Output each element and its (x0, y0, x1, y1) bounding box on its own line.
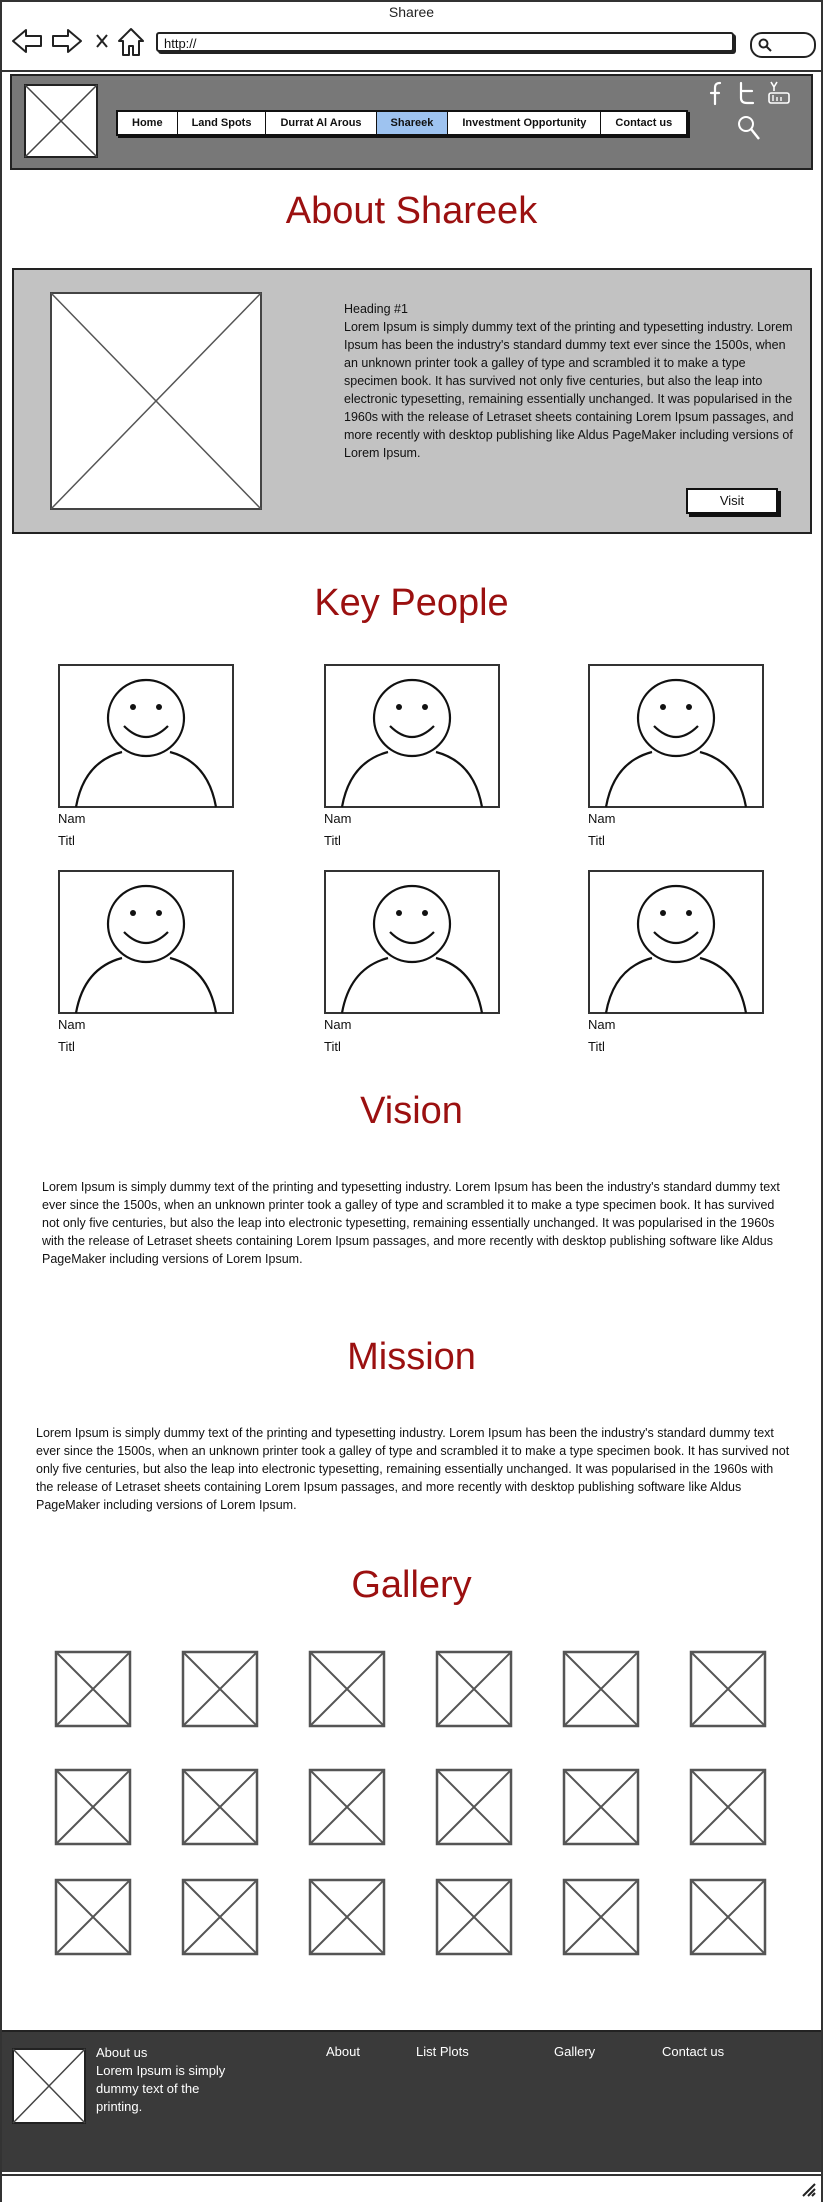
person-avatar (324, 870, 500, 1014)
person-avatar (324, 664, 500, 808)
gallery-image-placeholder[interactable] (308, 1768, 386, 1846)
person-name: Nam (58, 1017, 86, 1032)
search-icon[interactable] (736, 114, 762, 142)
gallery-image-placeholder[interactable] (308, 1878, 386, 1956)
browser-status-bar (2, 2174, 821, 2202)
person-name: Nam (58, 811, 86, 826)
vision-text: Lorem Ipsum is simply dummy text of the printing and typesetting industry. Lorem Ipsum has been the industry's standard dummy text ever since the 1500s, when an unknown printer took a galley of type and scrambled it to make a type specimen book. It has survived not only five centuries, but also the leap into electronic typesetting, remaining essentially unchanged. It was popularised in the 1960s with the release of Letraset sheets containing Lorem Ipsum passages, and more recently with desktop publishing software like Aldus PageMaker including versions of Lorem Ipsum. (42, 1180, 780, 1266)
gallery-image-placeholder[interactable] (689, 1768, 767, 1846)
home-icon[interactable] (116, 26, 146, 58)
person-card (58, 870, 234, 1058)
gallery-image-placeholder[interactable] (562, 1650, 640, 1728)
gallery-image-placeholder[interactable] (562, 1768, 640, 1846)
url-input[interactable]: http:// (156, 32, 734, 52)
about-body: Lorem Ipsum is simply dummy text of the printing and typesetting industry. Lorem Ipsum has been the industry's standard dummy text ever since the 1500s, when an unknown printer took a galley of type and scrambled it to make a type specimen book. It has survived not only five centuries, but also the leap into electronic typesetting, remaining essentially unchanged. It was popularised in the 1960s with the release of Letraset sheets containing Lorem Ipsum passages, and more recently with desktop publishing like Aldus PageMaker including versions of Lorem Ipsum. (344, 320, 794, 460)
footer-link-contact-us[interactable]: Contact us (662, 2044, 725, 2059)
gallery-image-placeholder[interactable] (435, 1650, 513, 1728)
person-avatar (58, 664, 234, 808)
person-card (324, 664, 500, 852)
gallery-image-placeholder[interactable] (689, 1650, 767, 1728)
menu-item-land-spots[interactable]: Land Spots (178, 112, 267, 134)
gallery-title: Gallery (351, 1564, 472, 1606)
person-card (58, 664, 234, 852)
mission-title: Mission (347, 1336, 476, 1378)
gallery-image-placeholder[interactable] (562, 1878, 640, 1956)
footer-link-gallery[interactable]: Gallery (554, 2044, 596, 2059)
logo-placeholder[interactable] (24, 84, 98, 158)
site-header (10, 74, 813, 170)
about-image-placeholder (50, 292, 262, 510)
gallery-image-placeholder[interactable] (54, 1650, 132, 1728)
gallery-image-placeholder[interactable] (54, 1878, 132, 1956)
youtube-icon[interactable] (766, 80, 792, 106)
menu-item-home[interactable]: Home (118, 112, 178, 134)
person-title: Titl (588, 1039, 605, 1054)
twitter-icon[interactable] (734, 80, 758, 106)
person-card (324, 870, 500, 1058)
person-title: Titl (588, 833, 605, 848)
vision-title: Vision (360, 1090, 463, 1132)
resize-grip-icon[interactable] (799, 2180, 817, 2198)
person-avatar (588, 870, 764, 1014)
person-avatar (58, 870, 234, 1014)
person-title: Titl (58, 1039, 75, 1054)
visit-button[interactable]: Visit (686, 488, 778, 514)
about-title: About Shareek (285, 190, 538, 232)
person-name: Nam (324, 1017, 352, 1032)
person-name: Nam (324, 811, 352, 826)
key-people-title: Key People (314, 582, 509, 624)
footer-about-title: About us (96, 2045, 148, 2060)
gallery-image-placeholder[interactable] (54, 1768, 132, 1846)
menu-item-investment-opportunity[interactable]: Investment Opportunity (448, 112, 601, 134)
gallery-image-placeholder[interactable] (689, 1878, 767, 1956)
window-title: Sharee (388, 4, 435, 20)
footer-link-about[interactable]: About (326, 2044, 360, 2059)
person-name: Nam (588, 811, 616, 826)
main-menu (116, 110, 688, 136)
footer-link-list-plots[interactable]: List Plots (416, 2044, 469, 2059)
gallery-image-placeholder[interactable] (308, 1650, 386, 1728)
person-name: Nam (588, 1017, 616, 1032)
gallery-image-placeholder[interactable] (435, 1878, 513, 1956)
person-title: Titl (324, 833, 341, 848)
about-content (344, 300, 796, 462)
about-section (12, 268, 812, 534)
menu-item-shareek[interactable]: Shareek (377, 112, 449, 134)
gallery-image-placeholder[interactable] (181, 1878, 259, 1956)
person-avatar (588, 664, 764, 808)
facebook-icon[interactable] (702, 80, 724, 106)
gallery-image-placeholder[interactable] (181, 1768, 259, 1846)
close-icon[interactable] (94, 30, 110, 50)
menu-item-contact-us[interactable]: Contact us (615, 117, 673, 129)
gallery-image-placeholder[interactable] (435, 1768, 513, 1846)
forward-arrow-icon[interactable] (50, 26, 84, 56)
footer-about (96, 2044, 246, 2116)
mission-text: Lorem Ipsum is simply dummy text of the printing and typesetting industry. Lorem Ipsum has been the industry's standard dummy text ever since the 1500s, when an unknown printer took a galley of type and scrambled it to make a type specimen book. It has survived not only five centuries, but also the leap into electronic typesetting, remaining essentially unchanged. It was popularised in the 1960s with the release of Letraset sheets containing Lorem Ipsum passages, and more recently with desktop publishing software like Aldus PageMaker including versions of Lorem Ipsum. (36, 1426, 790, 1512)
person-title: Titl (324, 1039, 341, 1054)
menu-item-durrat-al-arous[interactable]: Durrat Al Arous (266, 112, 376, 134)
about-heading: Heading #1 (344, 302, 408, 316)
person-card (588, 870, 764, 1058)
back-arrow-icon[interactable] (10, 26, 44, 56)
footer-about-text: Lorem Ipsum is simply dummy text of the printing. (96, 2063, 226, 2114)
gallery-image-placeholder[interactable] (181, 1650, 259, 1728)
search-icon (758, 38, 772, 52)
footer-logo-placeholder (12, 2048, 86, 2124)
browser-search-box[interactable] (750, 32, 816, 58)
person-title: Titl (58, 833, 75, 848)
site-footer (2, 2030, 821, 2172)
person-card (588, 664, 764, 852)
browser-toolbar (2, 22, 821, 72)
